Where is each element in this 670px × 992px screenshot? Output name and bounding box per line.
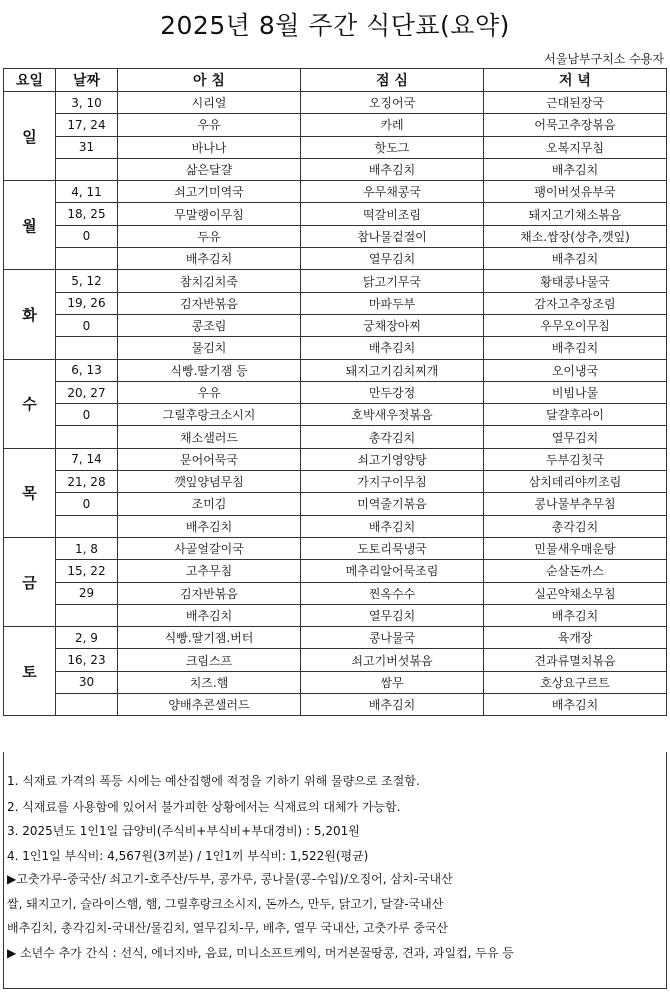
dinner-cell: 총각김치 xyxy=(484,515,667,537)
lunch-cell: 우무채콩국 xyxy=(301,181,484,203)
breakfast-cell: 배추김치 xyxy=(118,248,301,270)
date-cell: 20, 27 xyxy=(56,381,118,403)
dinner-cell: 두부김칫국 xyxy=(484,448,667,470)
lunch-cell: 열무김치 xyxy=(301,604,484,626)
breakfast-cell: 채소샐러드 xyxy=(118,426,301,448)
dinner-cell: 감자고추장조림 xyxy=(484,292,667,314)
notes-box xyxy=(3,752,667,989)
lunch-cell: 총각김치 xyxy=(301,426,484,448)
breakfast-cell: 배추김치 xyxy=(118,604,301,626)
breakfast-cell: 김자반볶음 xyxy=(118,292,301,314)
lunch-cell: 배추김치 xyxy=(301,515,484,537)
note-line: 배추김치, 총각김치-국내산/물김치, 열무김치-무, 배추, 열무 국내산, 고춧가루 중국산 xyxy=(7,921,449,935)
breakfast-cell: 깻잎양념무침 xyxy=(118,471,301,493)
breakfast-cell: 김자반볶음 xyxy=(118,582,301,604)
dinner-cell: 오복지무침 xyxy=(484,136,667,158)
lunch-cell: 궁채장아찌 xyxy=(301,314,484,336)
org-label: 서울남부구치소 수용자 xyxy=(544,52,664,66)
header-dinner: 저 녁 xyxy=(484,69,667,92)
date-cell: 3, 10 xyxy=(56,92,118,114)
lunch-cell: 콩나물국 xyxy=(301,627,484,649)
dinner-cell: 민물새우매운탕 xyxy=(484,537,667,559)
date-cell: 1, 8 xyxy=(56,537,118,559)
lunch-cell: 배추김치 xyxy=(301,158,484,180)
header-row xyxy=(4,69,667,92)
dinner-cell: 배추김치 xyxy=(484,158,667,180)
dinner-cell: 달걀후라이 xyxy=(484,404,667,426)
date-cell: 17, 24 xyxy=(56,114,118,136)
date-cell xyxy=(56,426,118,448)
date-cell: 7, 14 xyxy=(56,448,118,470)
table-row xyxy=(4,314,667,336)
dinner-cell: 삼치데리야끼조림 xyxy=(484,471,667,493)
table-row xyxy=(4,270,667,292)
table-row xyxy=(4,448,667,470)
header-date: 날짜 xyxy=(56,69,118,92)
dinner-cell: 돼지고기채소볶음 xyxy=(484,203,667,225)
date-cell: 15, 22 xyxy=(56,560,118,582)
breakfast-cell: 우유 xyxy=(118,381,301,403)
date-cell: 30 xyxy=(56,671,118,693)
menu-body xyxy=(4,92,667,716)
dinner-cell: 배추김치 xyxy=(484,604,667,626)
lunch-cell: 찐옥수수 xyxy=(301,582,484,604)
dinner-cell: 순살돈까스 xyxy=(484,560,667,582)
breakfast-cell: 크림스프 xyxy=(118,649,301,671)
dinner-cell: 콩나물부추무침 xyxy=(484,493,667,515)
breakfast-cell: 배추김치 xyxy=(118,515,301,537)
table-row xyxy=(4,92,667,114)
lunch-cell: 참나물겉절이 xyxy=(301,225,484,247)
date-cell: 6, 13 xyxy=(56,359,118,381)
lunch-cell: 쌈무 xyxy=(301,671,484,693)
note-line: ▶고춧가루-중국산/ 쇠고기-호주산/두부, 콩가루, 콩나물(콩-수입)/오징어, 삼치-국내산 xyxy=(7,872,453,886)
table-row xyxy=(4,694,667,716)
lunch-cell: 배추김치 xyxy=(301,337,484,359)
date-cell: 16, 23 xyxy=(56,649,118,671)
date-cell: 0 xyxy=(56,404,118,426)
dinner-cell: 견과류멸치볶음 xyxy=(484,649,667,671)
breakfast-cell: 사골얼갈이국 xyxy=(118,537,301,559)
breakfast-cell: 고추무침 xyxy=(118,560,301,582)
day-cell: 금 xyxy=(4,537,56,626)
header-day: 요일 xyxy=(4,69,56,92)
date-cell: 0 xyxy=(56,225,118,247)
day-cell: 화 xyxy=(4,270,56,359)
lunch-cell: 쇠고기버섯볶음 xyxy=(301,649,484,671)
dinner-cell: 황태콩나물국 xyxy=(484,270,667,292)
breakfast-cell: 쇠고기미역국 xyxy=(118,181,301,203)
table-row xyxy=(4,649,667,671)
breakfast-cell: 식빵.딸기잼.버터 xyxy=(118,627,301,649)
menu-table xyxy=(3,68,667,716)
date-cell: 18, 25 xyxy=(56,203,118,225)
dinner-cell: 배추김치 xyxy=(484,337,667,359)
breakfast-cell: 콩조림 xyxy=(118,314,301,336)
header-lunch: 점 심 xyxy=(301,69,484,92)
table-row xyxy=(4,604,667,626)
lunch-cell: 핫도그 xyxy=(301,136,484,158)
lunch-cell: 쇠고기영양탕 xyxy=(301,448,484,470)
table-row xyxy=(4,426,667,448)
lunch-cell: 닭고기무국 xyxy=(301,270,484,292)
note-line: 2. 식재료를 사용함에 있어서 불가피한 상황에서는 식재료의 대체가 가능함. xyxy=(7,800,401,814)
lunch-cell: 호박새우젓볶음 xyxy=(301,404,484,426)
lunch-cell: 떡갈비조림 xyxy=(301,203,484,225)
lunch-cell: 미역줄기볶음 xyxy=(301,493,484,515)
dinner-cell: 배추김치 xyxy=(484,694,667,716)
date-cell: 5, 12 xyxy=(56,270,118,292)
breakfast-cell: 식빵.딸기잼 등 xyxy=(118,359,301,381)
breakfast-cell: 그릴후랑크소시지 xyxy=(118,404,301,426)
note-line: 1. 식재료 가격의 폭등 시에는 예산집행에 적정을 기하기 위해 물량으로 조절함. xyxy=(7,774,420,788)
day-cell: 일 xyxy=(4,92,56,181)
table-row xyxy=(4,203,667,225)
table-row xyxy=(4,515,667,537)
dinner-cell: 배추김치 xyxy=(484,248,667,270)
date-cell: 0 xyxy=(56,314,118,336)
table-row xyxy=(4,181,667,203)
day-cell: 목 xyxy=(4,448,56,537)
breakfast-cell: 우유 xyxy=(118,114,301,136)
breakfast-cell: 삶은달걀 xyxy=(118,158,301,180)
dinner-cell: 어묵고추장볶음 xyxy=(484,114,667,136)
breakfast-cell: 양배추콘샐러드 xyxy=(118,694,301,716)
note-line: 4. 1인1일 부식비: 4,567원(3끼분) / 1인1끼 부식비: 1,522원(평균) xyxy=(7,849,369,863)
dinner-cell: 열무김치 xyxy=(484,426,667,448)
table-row xyxy=(4,359,667,381)
dinner-cell: 우무오이무침 xyxy=(484,314,667,336)
date-cell: 31 xyxy=(56,136,118,158)
table-row xyxy=(4,560,667,582)
note-line: ▶ 소년수 추가 간식 : 선식, 에너지바, 음료, 미니소프트케익, 머거본꿀땅콩, 견과, 과일컵, 두유 등 xyxy=(7,946,514,960)
date-cell xyxy=(56,337,118,359)
date-cell xyxy=(56,248,118,270)
table-row xyxy=(4,537,667,559)
note-line: 3. 2025년도 1인1일 급양비(주식비+부식비+부대경비) : 5,201원 xyxy=(7,824,360,838)
date-cell xyxy=(56,515,118,537)
table-row xyxy=(4,337,667,359)
date-cell xyxy=(56,694,118,716)
table-row xyxy=(4,582,667,604)
lunch-cell: 열무김치 xyxy=(301,248,484,270)
lunch-cell: 배추김치 xyxy=(301,694,484,716)
table-row xyxy=(4,471,667,493)
day-cell: 수 xyxy=(4,359,56,448)
lunch-cell: 카레 xyxy=(301,114,484,136)
date-cell: 0 xyxy=(56,493,118,515)
table-row xyxy=(4,493,667,515)
lunch-cell: 메추리알어묵조림 xyxy=(301,560,484,582)
table-row xyxy=(4,225,667,247)
lunch-cell: 마파두부 xyxy=(301,292,484,314)
dinner-cell: 실곤약채소무침 xyxy=(484,582,667,604)
breakfast-cell: 바나나 xyxy=(118,136,301,158)
table-row xyxy=(4,136,667,158)
date-cell: 2, 9 xyxy=(56,627,118,649)
day-cell: 토 xyxy=(4,627,56,716)
table-row xyxy=(4,381,667,403)
table-row xyxy=(4,671,667,693)
dinner-cell: 채소.쌈장(상추,깻잎) xyxy=(484,225,667,247)
breakfast-cell: 무말랭이무침 xyxy=(118,203,301,225)
dinner-cell: 근대된장국 xyxy=(484,92,667,114)
date-cell: 29 xyxy=(56,582,118,604)
table-row xyxy=(4,114,667,136)
date-cell: 4, 11 xyxy=(56,181,118,203)
date-cell: 19, 26 xyxy=(56,292,118,314)
note-line: 쌀, 돼지고기, 슬라이스햄, 햄, 그릴후랑크소시지, 돈까스, 만두, 닭고기, 달걀-국내산 xyxy=(7,897,444,911)
lunch-cell: 돼지고기김치찌개 xyxy=(301,359,484,381)
table-row xyxy=(4,248,667,270)
date-cell: 21, 28 xyxy=(56,471,118,493)
table-row xyxy=(4,158,667,180)
dinner-cell: 팽이버섯유부국 xyxy=(484,181,667,203)
breakfast-cell: 물김치 xyxy=(118,337,301,359)
dinner-cell: 오이냉국 xyxy=(484,359,667,381)
breakfast-cell: 시리얼 xyxy=(118,92,301,114)
breakfast-cell: 두유 xyxy=(118,225,301,247)
table-row xyxy=(4,292,667,314)
table-row xyxy=(4,404,667,426)
breakfast-cell: 문어어묵국 xyxy=(118,448,301,470)
breakfast-cell: 조미김 xyxy=(118,493,301,515)
dinner-cell: 육개장 xyxy=(484,627,667,649)
lunch-cell: 오징어국 xyxy=(301,92,484,114)
lunch-cell: 만두강정 xyxy=(301,381,484,403)
date-cell xyxy=(56,604,118,626)
table-row xyxy=(4,627,667,649)
day-cell: 월 xyxy=(4,181,56,270)
header-breakfast: 아 침 xyxy=(118,69,301,92)
lunch-cell: 가지구이무침 xyxy=(301,471,484,493)
breakfast-cell: 참치김치죽 xyxy=(118,270,301,292)
dinner-cell: 호상요구르트 xyxy=(484,671,667,693)
date-cell xyxy=(56,158,118,180)
lunch-cell: 도토리묵냉국 xyxy=(301,537,484,559)
dinner-cell: 비빔나물 xyxy=(484,381,667,403)
page-title: 2025년 8월 주간 식단표(요약) xyxy=(160,11,510,40)
breakfast-cell: 치즈.햄 xyxy=(118,671,301,693)
